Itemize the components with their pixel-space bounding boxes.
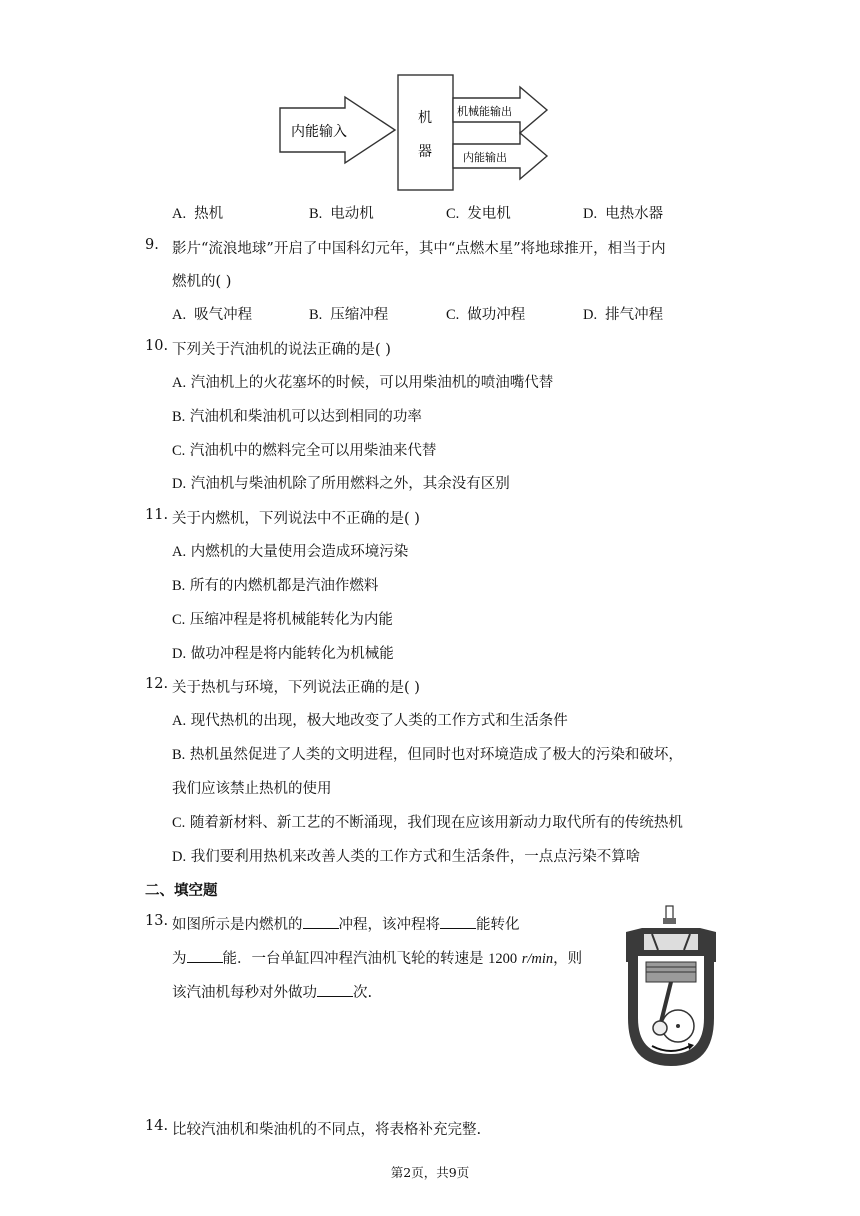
q12-number: 12.: [145, 676, 169, 692]
q9-stem-line2: 燃机的( ): [172, 274, 232, 290]
q9-option-c[interactable]: C. 做功冲程: [446, 307, 526, 323]
q13-line2: 为 能．一台单缸四冲程汽油机飞轮的转速是 1200 r/min，则: [172, 947, 582, 968]
q11-stem: 关于内燃机，下列说法中不正确的是( ): [172, 511, 420, 527]
q12-option-b-continued: 我们应该禁止热机的使用: [172, 781, 332, 797]
q14-number: 14.: [145, 1118, 169, 1134]
q12-option-b[interactable]: B. 热机虽然促进了人类的文明进程，但同时也对环境造成了极大的污染和破坏，: [172, 747, 683, 763]
q9-stem-line1: 影片“流浪地球”开启了中国科幻元年，其中“点燃木星”将地球推开，相当于内: [172, 241, 666, 257]
machine-label-2: 器: [418, 144, 432, 160]
q12-option-a[interactable]: A. 现代热机的出现，极大地改变了人类的工作方式和生活条件: [172, 713, 568, 729]
q9-options: [172, 303, 732, 325]
q9-option-a[interactable]: A. 吸气冲程: [172, 307, 253, 323]
q13-blank-3[interactable]: [187, 948, 223, 963]
q10-number: 10.: [145, 338, 169, 354]
q13-line1: 如图所示是内燃机的 冲程，该冲程将 能转化: [172, 913, 520, 934]
q13-number: 13.: [145, 913, 169, 929]
q10-option-b[interactable]: B. 汽油机和柴油机可以达到相同的功率: [172, 409, 422, 425]
q11-option-a[interactable]: A. 内燃机的大量使用会造成环境污染: [172, 544, 409, 560]
q13-blank-2[interactable]: [440, 914, 476, 929]
q12-stem: 关于热机与环境，下列说法正确的是( ): [172, 680, 420, 696]
energy-flow-diagram: [275, 70, 565, 195]
internal-output-label: 内能输出: [463, 151, 507, 164]
q13-blank-4[interactable]: [317, 982, 353, 997]
q12-option-d[interactable]: D. 我们要利用热机来改善人类的工作方式和生活条件，一点点污染不算啥: [172, 849, 641, 865]
q11-option-c[interactable]: C. 压缩冲程是将机械能转化为内能: [172, 612, 393, 628]
page-footer: 第2页，共9页: [390, 1165, 470, 1180]
q8-option-d[interactable]: D. 电热水器: [583, 206, 664, 222]
q10-option-c[interactable]: C. 汽油机中的燃料完全可以用柴油来代替: [172, 443, 437, 459]
q10-option-d[interactable]: D. 汽油机与柴油机除了所用燃料之外，其余没有区别: [172, 476, 510, 492]
q9-option-d[interactable]: D. 排气冲程: [583, 307, 664, 323]
q8-option-b[interactable]: B. 电动机: [309, 206, 374, 222]
q8-option-a[interactable]: A. 热机: [172, 206, 224, 222]
q8-option-c[interactable]: C. 发电机: [446, 206, 511, 222]
q12-option-c[interactable]: C. 随着新材料、新工艺的不断涌现，我们现在应该用新动力取代所有的传统热机: [172, 815, 683, 831]
q10-option-a[interactable]: A. 汽油机上的火花塞坏的时候，可以用柴油机的喷油嘴代替: [172, 375, 554, 391]
q11-number: 11.: [145, 507, 169, 523]
q13-blank-1[interactable]: [303, 914, 339, 929]
q9-number: 9.: [145, 237, 159, 253]
input-label: 内能输入: [291, 124, 347, 140]
mech-output-label: 机械能输出: [457, 105, 512, 118]
q8-options: [172, 202, 732, 224]
q13-line3: 该汽油机每秒对外做功 次.: [172, 981, 372, 1002]
q11-option-b[interactable]: B. 所有的内燃机都是汽油作燃料: [172, 578, 379, 594]
machine-box: [398, 75, 453, 190]
machine-label-1: 机: [418, 110, 432, 126]
q14-stem: 比较汽油机和柴油机的不同点，将表格补充完整.: [172, 1122, 482, 1138]
q10-stem: 下列关于汽油机的说法正确的是( ): [172, 342, 391, 358]
q11-option-d[interactable]: D. 做功冲程是将内能转化为机械能: [172, 646, 394, 662]
q9-option-b[interactable]: B. 压缩冲程: [309, 307, 389, 323]
section-heading-fill-in: 二、填空题: [145, 882, 218, 899]
engine-cylinder-figure: [622, 904, 720, 1072]
